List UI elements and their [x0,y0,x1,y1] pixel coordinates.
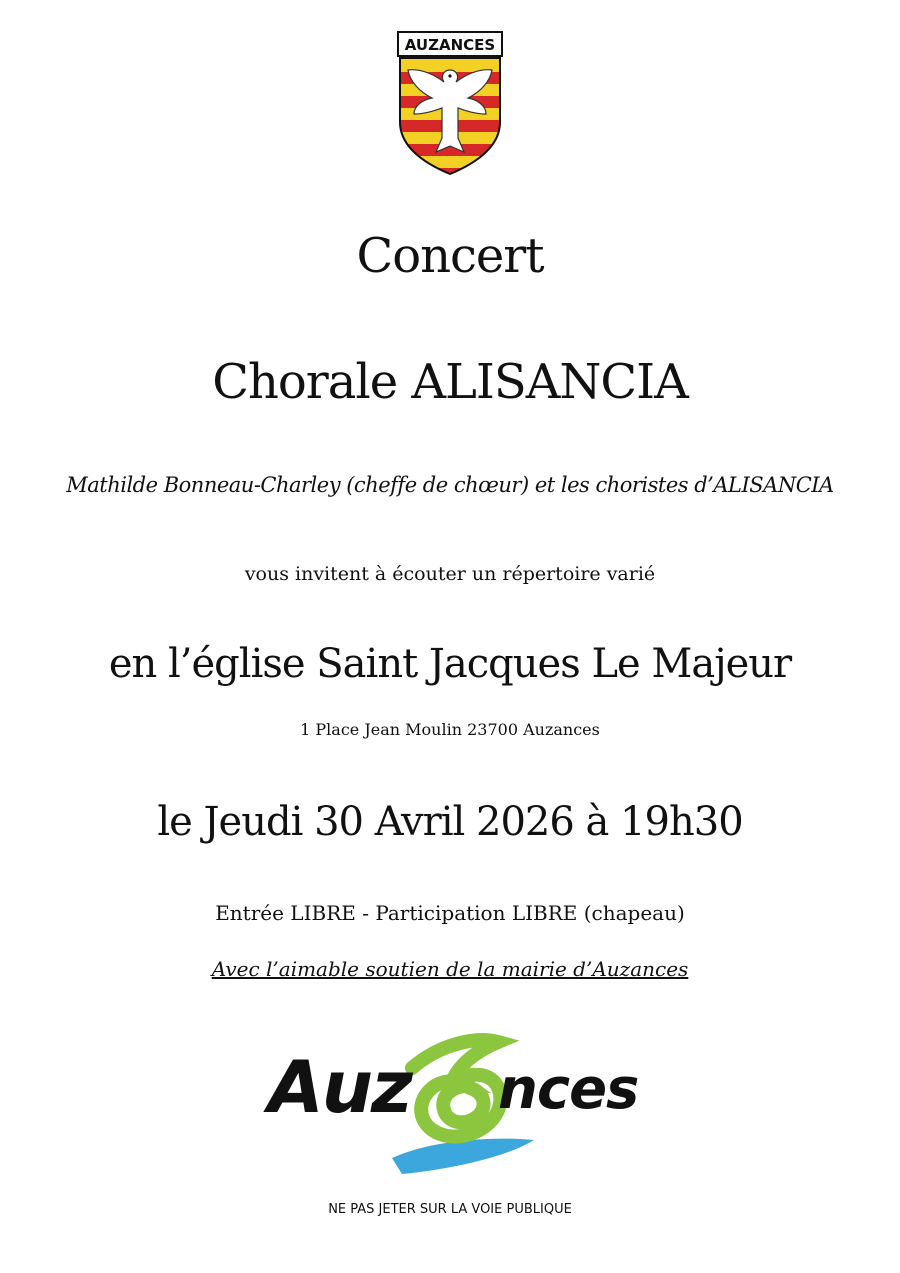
address-line: 1 Place Jean Moulin 23700 Auzances [300,720,600,739]
svg-text:Auz: Auz [268,1045,411,1129]
venue-line: en l’église Saint Jacques Le Majeur [108,641,792,687]
crest-banner-text: AUZANCES [404,36,496,54]
invite-line: vous invitent à écouter un répertoire varié [244,563,656,585]
auzances-town-logo [262,1008,642,1188]
date-line: le Jeudi 30 Avril 2026 à 19h30 [157,799,743,845]
footer-notice: NE PAS JETER SUR LA VOIE PUBLIQUE [328,1202,572,1217]
svg-text:nces: nces [498,1057,639,1122]
poster-title: Concert [356,228,544,284]
director-line: Mathilde Bonneau-Charley (cheffe de chœur) et les choristes d’ALISANCIA [66,473,834,497]
support-line: Avec l’aimable soutien de la mairie d’Auzances [211,957,689,981]
entry-line: Entrée LIBRE - Participation LIBRE (chapeau) [215,901,685,925]
auzances-coat-of-arms [394,30,506,176]
choir-name: Chorale ALISANCIA [212,354,688,410]
